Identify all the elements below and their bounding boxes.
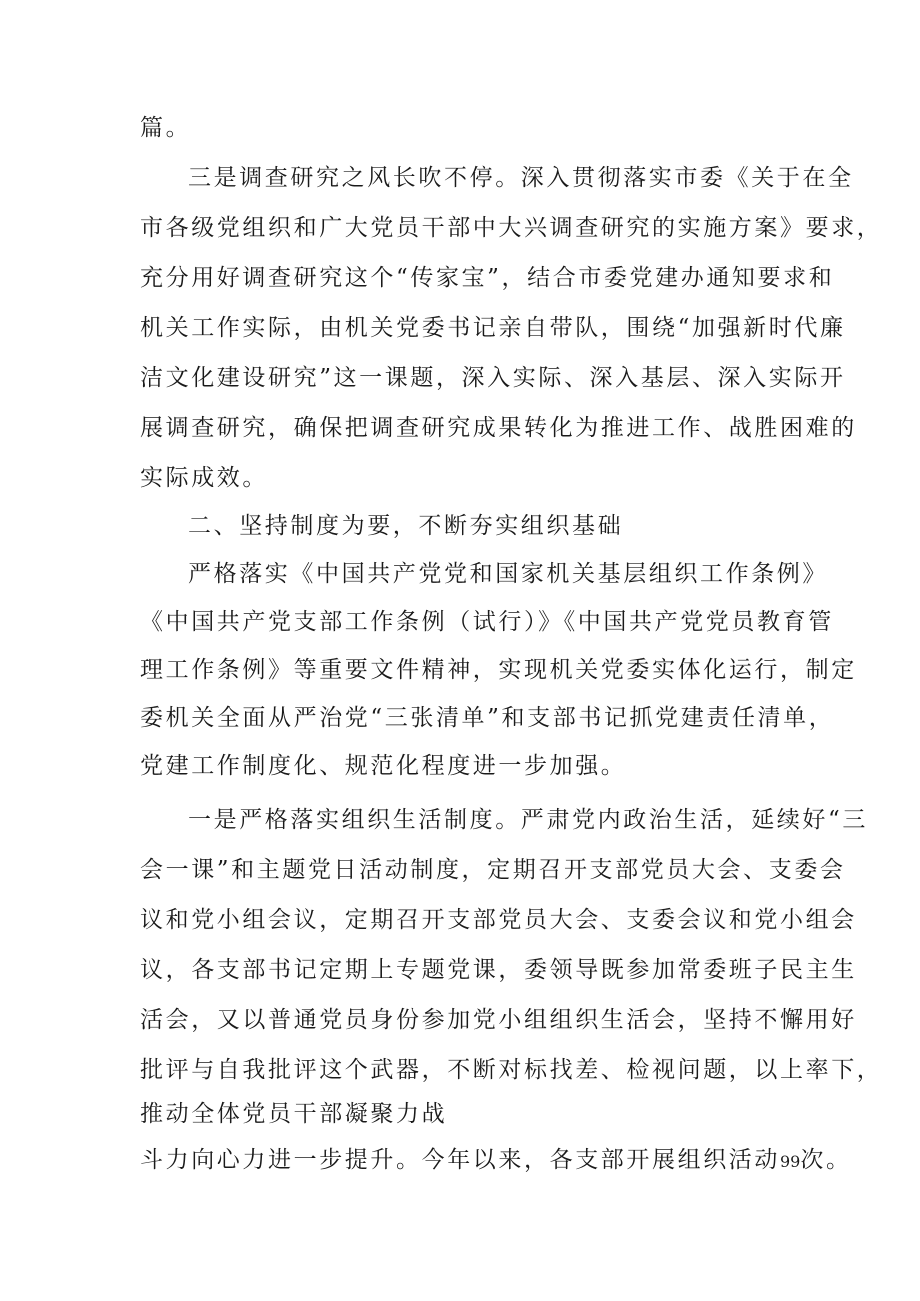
text-line-11: 《中国共产党支部工作条例（试行）》《中国共产党党员教育管: [140, 609, 834, 635]
last-line-suffix: 次。: [800, 1147, 852, 1173]
section-heading: 二、坚持制度为要，不断夯实组织基础: [188, 513, 624, 539]
text-line-1: 篇。: [140, 115, 192, 141]
text-line-18: 议，各支部书记定期上专题党课，委领导既参加常委班子民主生: [140, 957, 857, 983]
text-line-16: 会一课”和主题党日活动制度，定期召开支部党员大会、支委会: [140, 857, 846, 883]
text-line-2: 三是调查研究之风长吹不停。深入贯彻落实市委《关于在全: [188, 165, 854, 191]
text-line-21: 推动全体党员干部凝聚力战: [140, 1101, 448, 1127]
text-line-20: 批评与自我批评这个武器，不断对标找差、检视问题，以上率下，: [140, 1057, 883, 1083]
text-line-22: [140, 1145, 852, 1177]
text-line-19: 活会，又以普通党员身份参加党小组组织生活会，坚持不懈用好: [140, 1007, 857, 1033]
text-line-8: 实际成效。: [140, 465, 268, 491]
text-line-15: 一是严格落实组织生活制度。严肃党内政治生活，延续好“三: [188, 807, 868, 833]
text-line-7: 展调查研究，确保把调查研究成果转化为推进工作、战胜困难的: [140, 415, 857, 441]
text-line-6: 洁文化建设研究”这一课题，深入实际、深入基层、深入实际开: [140, 365, 846, 391]
text-line-3: 市各级党组织和广大党员干部中大兴调查研究的实施方案》要求，: [140, 215, 883, 241]
text-line-17: 议和党小组会议，定期召开支部党员大会、支委会议和党小组会: [140, 907, 857, 933]
text-line-5: 机关工作实际，由机关党委书记亲自带队，围绕“加强新时代廉: [140, 315, 846, 341]
text-line-14: 党建工作制度化、规范化程度进一步加强。: [140, 753, 627, 779]
text-line-12: 理工作条例》等重要文件精神，实现机关党委实体化运行，制定: [140, 657, 857, 683]
text-line-13: 委机关全面从严治党“三张清单”和支部书记抓党建责任清单，: [140, 705, 835, 731]
text-line-4: 充分用好调查研究这个“传家宝”，结合市委党建办通知要求和: [140, 265, 835, 291]
activity-count: 99: [780, 1152, 801, 1171]
text-line-10: 严格落实《中国共产党党和国家机关基层组织工作条例》: [188, 561, 828, 587]
last-line-text: 斗力向心力进一步提升。今年以来，各支部开展组织活动: [140, 1147, 780, 1173]
